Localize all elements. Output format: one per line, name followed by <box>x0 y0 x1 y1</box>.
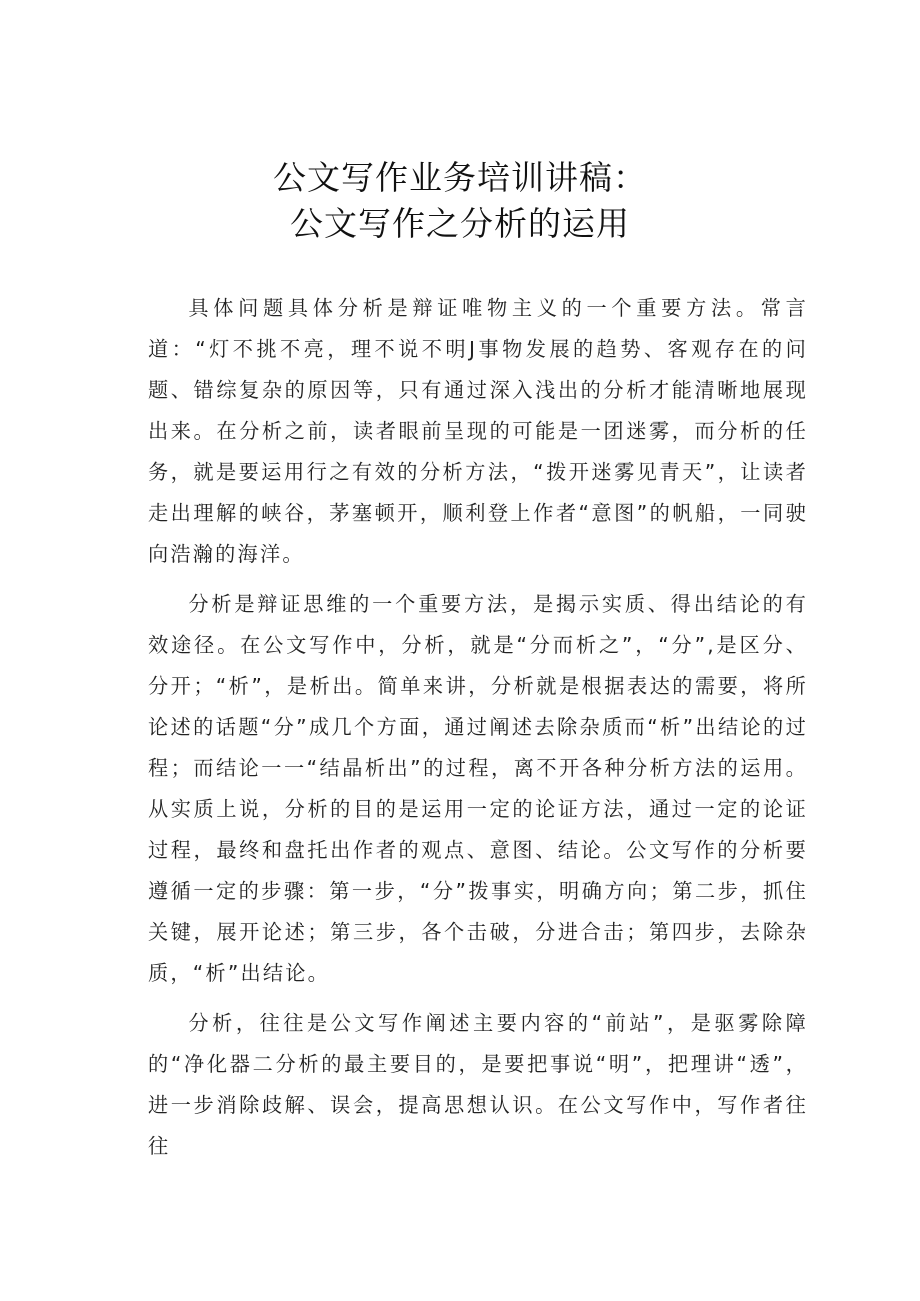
document-title <box>0 155 920 247</box>
document-body <box>148 288 808 1176</box>
paragraph-3: 分析，往往是公文写作阐述主要内容的“前站”，是驱雾除障的“净化器二分析的最主要目的，是要把事说“明”，把理讲“透”，进一步消除歧解、误会，提高思想认识。在公文写作中，写作者往往 <box>148 1011 808 1158</box>
title-line-2: 公文写作之分析的运用 <box>290 204 630 243</box>
paragraph-2: 分析是辩证思维的一个重要方法，是揭示实质、得出结论的有效途径。在公文写作中，分析，就是“分而析之”，“分”,是区分、分开；“析”，是析出。简单来讲，分析就是根据表达的需要，将所论述的话题“分”成几个方面，通过阐述去除杂质而“析”出结论的过程；而结论一一“结晶析出”的过程，离不开各种分析方法的运用。从实质上说，分析的目的是运用一定的论证方法，通过一定的论证过程，最终和盘托出作者的观点、意图、结论。公文写作的分析要遵循一定的步骤：第一步，“分”拨事实，明确方向；第二步，抓住关键，展开论述；第三步，各个击破，分进合击；第四步，去除杂质，“析”出结论。 <box>148 592 808 985</box>
paragraph-1: 具体问题具体分析是辩证唯物主义的一个重要方法。常言道：“灯不挑不亮，理不说不明J事物发展的趋势、客观存在的问题、错综复杂的原因等，只有通过深入浅出的分析才能清晰地展现出来。在分析之前，读者眼前呈现的可能是一团迷雾，而分析的任务，就是要运用行之有效的分析方法，“拨开迷雾见青天”，让读者走出理解的峡谷，茅塞顿开，顺利登上作者“意图”的帆船，一同驶向浩瀚的海洋。 <box>148 296 808 566</box>
title-line-1: 公文写作业务培训讲稿： <box>273 158 647 197</box>
